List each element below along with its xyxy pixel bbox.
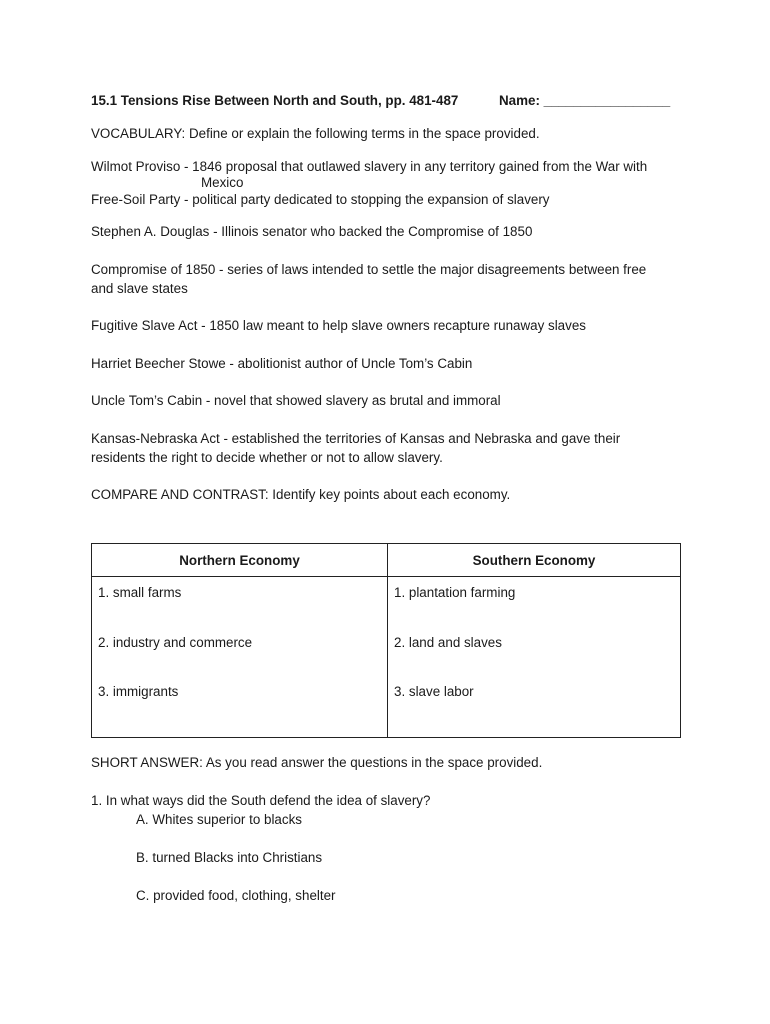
answer-b: B. turned Blacks into Christians [136, 850, 323, 865]
northern-item-2: 2. industry and commerce [98, 634, 253, 650]
economy-comparison-table [91, 543, 681, 738]
southern-economy-cell [388, 577, 681, 738]
vocab-term-harriet-beecher-stowe: Harriet Beecher Stowe - abolitionist author of Uncle Tom’s Cabin [91, 356, 473, 371]
northern-item-1: 1. small farms [98, 585, 182, 600]
vocab-term-continuation: Mexico [201, 175, 244, 190]
vocab-term-fugitive-slave-act: Fugitive Slave Act - 1850 law meant to help slave owners recapture runaway slaves [91, 318, 586, 333]
vocabulary-instruction: VOCABULARY: Define or explain the following terms in the space provided. [91, 126, 540, 141]
vocab-term-compromise-1850: Compromise of 1850 - series of laws intended to settle the major disagreements between free and slave states [91, 262, 647, 296]
vocab-term-free-soil-party: Free-Soil Party - political party dedicated to stopping the expansion of slavery [91, 192, 550, 207]
vocab-term-uncle-toms-cabin: Uncle Tom’s Cabin - novel that showed slavery as brutal and immoral [91, 393, 501, 408]
vocab-term-stephen-douglas: Stephen A. Douglas - Illinois senator who backed the Compromise of 1850 [91, 224, 533, 239]
vocab-term-wilmot-proviso [91, 158, 691, 191]
compare-instruction: COMPARE AND CONTRAST: Identify key points about each economy. [91, 487, 511, 502]
vocab-term-kansas-nebraska-act: Kansas-Nebraska Act - established the territories of Kansas and Nebraska and gave their residents the right to decide whether or not to allow slavery. [91, 431, 621, 465]
name-field-label: Name: _________________ [499, 93, 671, 108]
answer-a: A. Whites superior to blacks [136, 812, 302, 827]
table-header-row [92, 544, 681, 577]
vocab-term-text: Wilmot Proviso - 1846 proposal that outlawed slavery in any territory gained from the War with [91, 159, 648, 174]
question-1: 1. In what ways did the South defend the idea of slavery? [91, 793, 431, 808]
northern-economy-cell [92, 577, 388, 738]
northern-item-3: 3. immigrants [98, 684, 179, 699]
table-row [92, 577, 681, 738]
northern-economy-header: Northern Economy [92, 544, 388, 577]
short-answer-instruction: SHORT ANSWER: As you read answer the questions in the space provided. [91, 755, 543, 770]
answer-c: C. provided food, clothing, shelter [136, 888, 336, 903]
worksheet-title: 15.1 Tensions Rise Between North and South, pp. 481-487 [91, 93, 459, 108]
worksheet-header [91, 93, 691, 108]
southern-item-3: 3. slave labor [394, 684, 474, 699]
southern-economy-header: Southern Economy [388, 544, 681, 577]
southern-item-2: 2. land and slaves [394, 634, 502, 650]
southern-item-1: 1. plantation farming [394, 585, 516, 600]
